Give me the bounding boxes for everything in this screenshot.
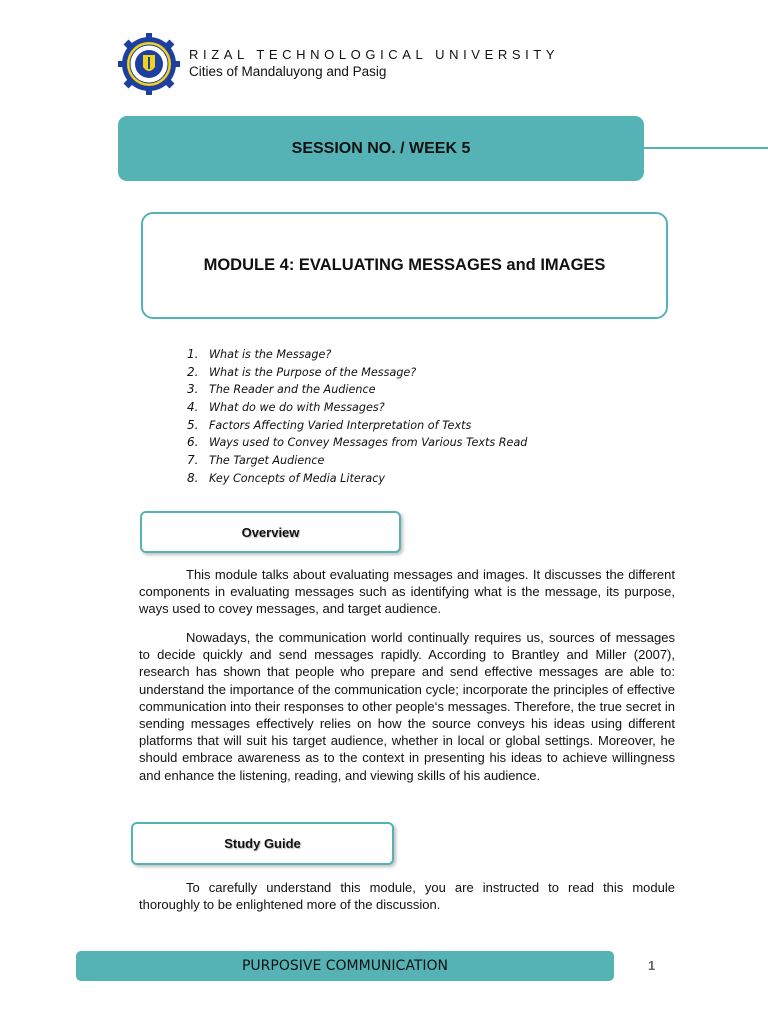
- overview-paragraph-2: Nowadays, the communication world continually requires us, sources of messages to decide quickly and send messages rapidly. According to Brantley and Miller (2007), research has shown that people who prepare and send effective messages are able to: understand the importance of the communication cycle; incorporate the principles of effective communication into their responses to other people‘s messages. Therefore, the true secret in sending messages effectively relies on how the source conveys his ideas using different platforms that will suit his target audience, whether in local or global settings. Moreover, he should embrace awareness as to the context in presenting his ideas to achieve willingness and enhance the listening, reading, and viewing skills of his audience.: [139, 630, 675, 783]
- list-item: 8. Key Concepts of Media Literacy: [187, 470, 385, 485]
- session-connector-line: [640, 147, 768, 149]
- list-item: 2. What is the Purpose of the Message?: [187, 364, 417, 379]
- list-item: 6. Ways used to Convey Messages from Various Texts Read: [187, 435, 528, 450]
- list-item: 7. The Target Audience: [187, 453, 325, 468]
- overview-heading: Overview: [241, 524, 300, 540]
- study-guide-heading-box: [131, 822, 394, 865]
- page-number: 1: [648, 958, 656, 973]
- footer-banner: [76, 951, 614, 981]
- university-seal-icon: [113, 33, 185, 95]
- university-location: Cities of Mandaluyong and Pasig: [189, 64, 387, 79]
- session-banner: [118, 116, 644, 181]
- overview-heading-box: [140, 511, 401, 553]
- session-title: SESSION NO. / WEEK 5: [291, 139, 471, 157]
- study-guide-heading: Study Guide: [224, 836, 301, 851]
- topic-list: [187, 346, 527, 488]
- list-item: 5. Factors Affecting Varied Interpretation of Texts: [187, 417, 472, 432]
- university-name: RIZAL TECHNOLOGICAL UNIVERSITY: [189, 47, 560, 62]
- list-item: 1. What is the Message?: [187, 347, 332, 361]
- overview-paragraph-1: This module talks about evaluating messages and images. It discusses the different components in evaluating messages such as identifying what is the message, its purpose, ways used to covey messages, and target audience.: [139, 567, 675, 617]
- study-guide-paragraph: To carefully understand this module, you are instructed to read this module thoroughly to be enlightened more of the discussion.: [139, 880, 675, 913]
- module-title-box: [141, 212, 668, 319]
- footer-course-title: PURPOSIVE COMMUNICATION: [241, 958, 448, 974]
- list-item: 4. What do we do with Messages?: [187, 400, 385, 415]
- list-item: 3. The Reader and the Audience: [187, 382, 376, 397]
- module-title: MODULE 4: EVALUATING MESSAGES and IMAGES: [203, 256, 606, 274]
